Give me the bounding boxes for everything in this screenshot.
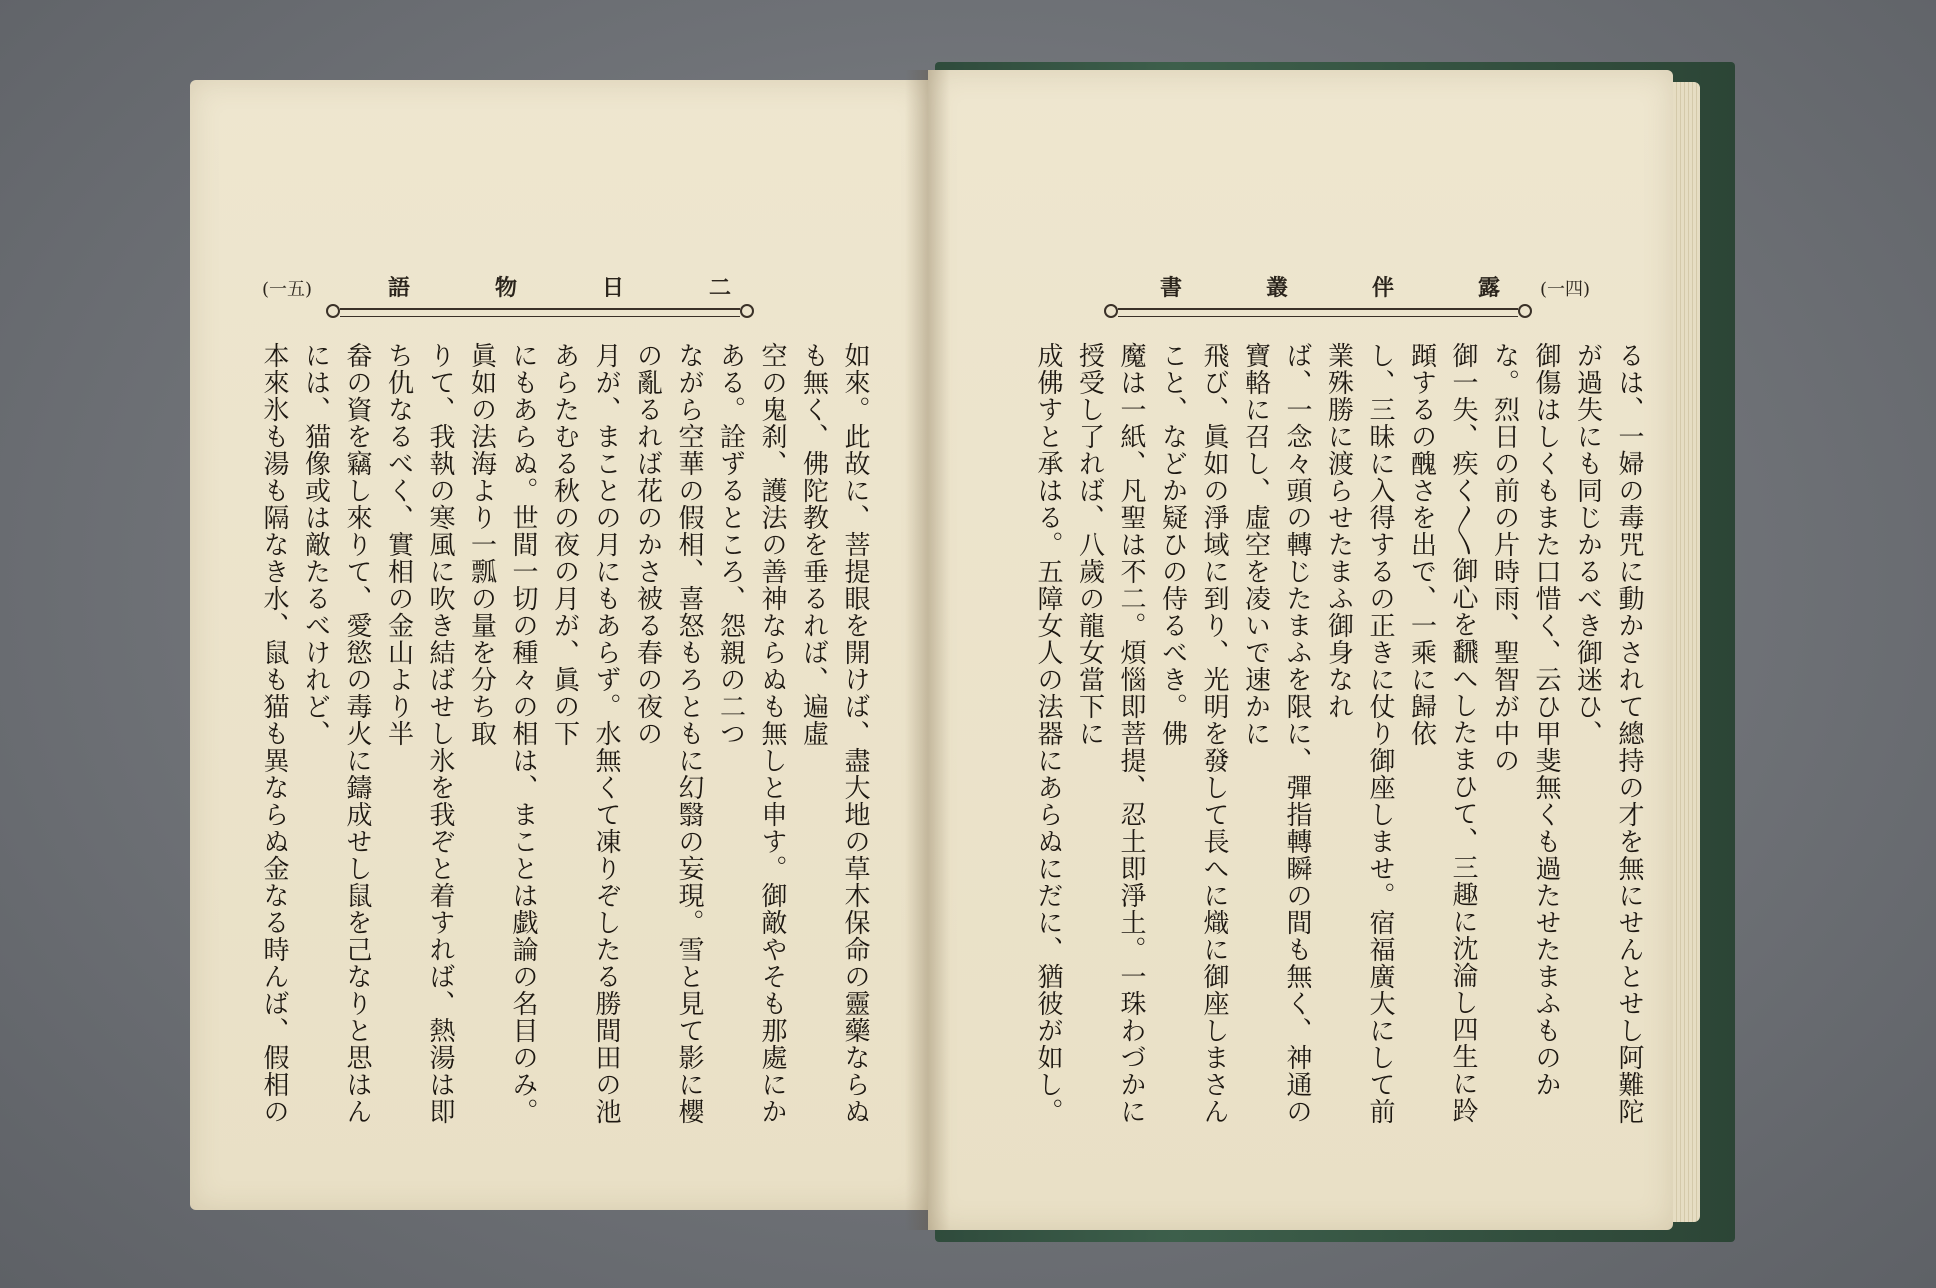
left-page-body	[250, 342, 875, 1142]
header-char: 物	[495, 275, 518, 301]
text-column: るは、一婦の毒咒に動かされて總持の才を無にせんとせし阿難陀が過失にも同じかるべき御迷ひ、	[1572, 342, 1644, 1125]
text-column: ば、一念々頭の轉じたまふを限に、彈指轉瞬の間も無く、神通の寶輅に召し、虛空を凌いで速かに	[1240, 342, 1312, 1125]
right-page-number: (一四)	[1540, 279, 1591, 300]
text-column: 本來氷も湯も隔なき水、鼠も猫も異ならぬ金なる時んば、假相の	[259, 342, 289, 1125]
header-rule	[1118, 308, 1518, 317]
left-page-number: (一五)	[262, 279, 313, 300]
header-char: 語	[388, 275, 411, 301]
header-rule	[340, 308, 740, 317]
text-column: 御一失、疾く〳〵御心を飜へしたまひて、三趣に沈淪し四生に跉蹞するの醜さを出で、一乘に歸依	[1406, 342, 1478, 1124]
text-column: 成佛すと承はる。五障女人の法器にあらぬにだに、猶彼が如し。	[1033, 342, 1063, 1125]
left-page-header	[190, 275, 930, 305]
text-column: し、三昧に入得するの正きに仗り御座しませ。宿福廣大にして前業殊勝に渡らせたまふ御身なれ	[1323, 342, 1395, 1125]
header-char: 二	[709, 275, 732, 301]
text-column: 魔は一紙、凡聖は不二。煩惱即菩提、忍土即淨土。一珠わづかに授受し了れば、八歲の龍女當下に	[1074, 342, 1146, 1125]
right-page-body	[1024, 342, 1649, 1142]
left-page	[190, 80, 930, 1210]
book-gutter	[905, 70, 950, 1230]
text-column: 月が、まことの月にもあらず。水無くて凍りぞしたる勝間田の池あらたむる秋の夜の月が、眞の下	[549, 342, 621, 1125]
header-char: 書	[1160, 275, 1183, 301]
right-page-header	[928, 275, 1673, 305]
text-column: 畚の資を竊し來りて、愛慾の毒火に鑄成せし鼠を己なりと思はんには、猫像或は敵たるべけれど、	[300, 342, 372, 1125]
text-column: りて、我執の寒風に吹き結ばせし氷を我ぞと着すれば、熱湯は即ち仇なるべく、實相の金山より半	[383, 342, 455, 1125]
header-char: 伴	[1372, 275, 1395, 301]
header-char: 日	[602, 275, 625, 301]
text-column: ながら空華の假相、喜怒もろともに幻翳の妄現。雪と見て影に櫻の亂るれば花のかさ被る春の夜の	[632, 342, 704, 1125]
text-column: にもあらぬ。世間一切の種々の相は、まことは戯論の名目のみ。眞如の法海より一瓢の量を分ち取	[466, 342, 538, 1125]
right-page	[928, 70, 1673, 1230]
text-column: 御傷はしくもまた口惜く、云ひ甲斐無くも過たせたまふものかな。烈日の前の片時雨、聖智が中の	[1489, 342, 1561, 1098]
text-column: 空の鬼刹、護法の善神ならぬも無しと申す。御敵やそも那處にかある。詮ずるところ、怨親の二つ	[715, 342, 787, 1125]
header-char: 叢	[1266, 275, 1289, 301]
header-char: 露	[1478, 275, 1501, 301]
text-column: 如來。此故に、菩提眼を開けば、盡大地の草木保命の靈藥ならぬも無く、佛陀教を垂るれば、遍虛	[798, 342, 870, 1125]
text-column: 飛び、眞如の淨域に到り、光明を發して長へに熾に御座しまさんこと、などか疑ひの侍るべき。佛	[1157, 342, 1229, 1125]
